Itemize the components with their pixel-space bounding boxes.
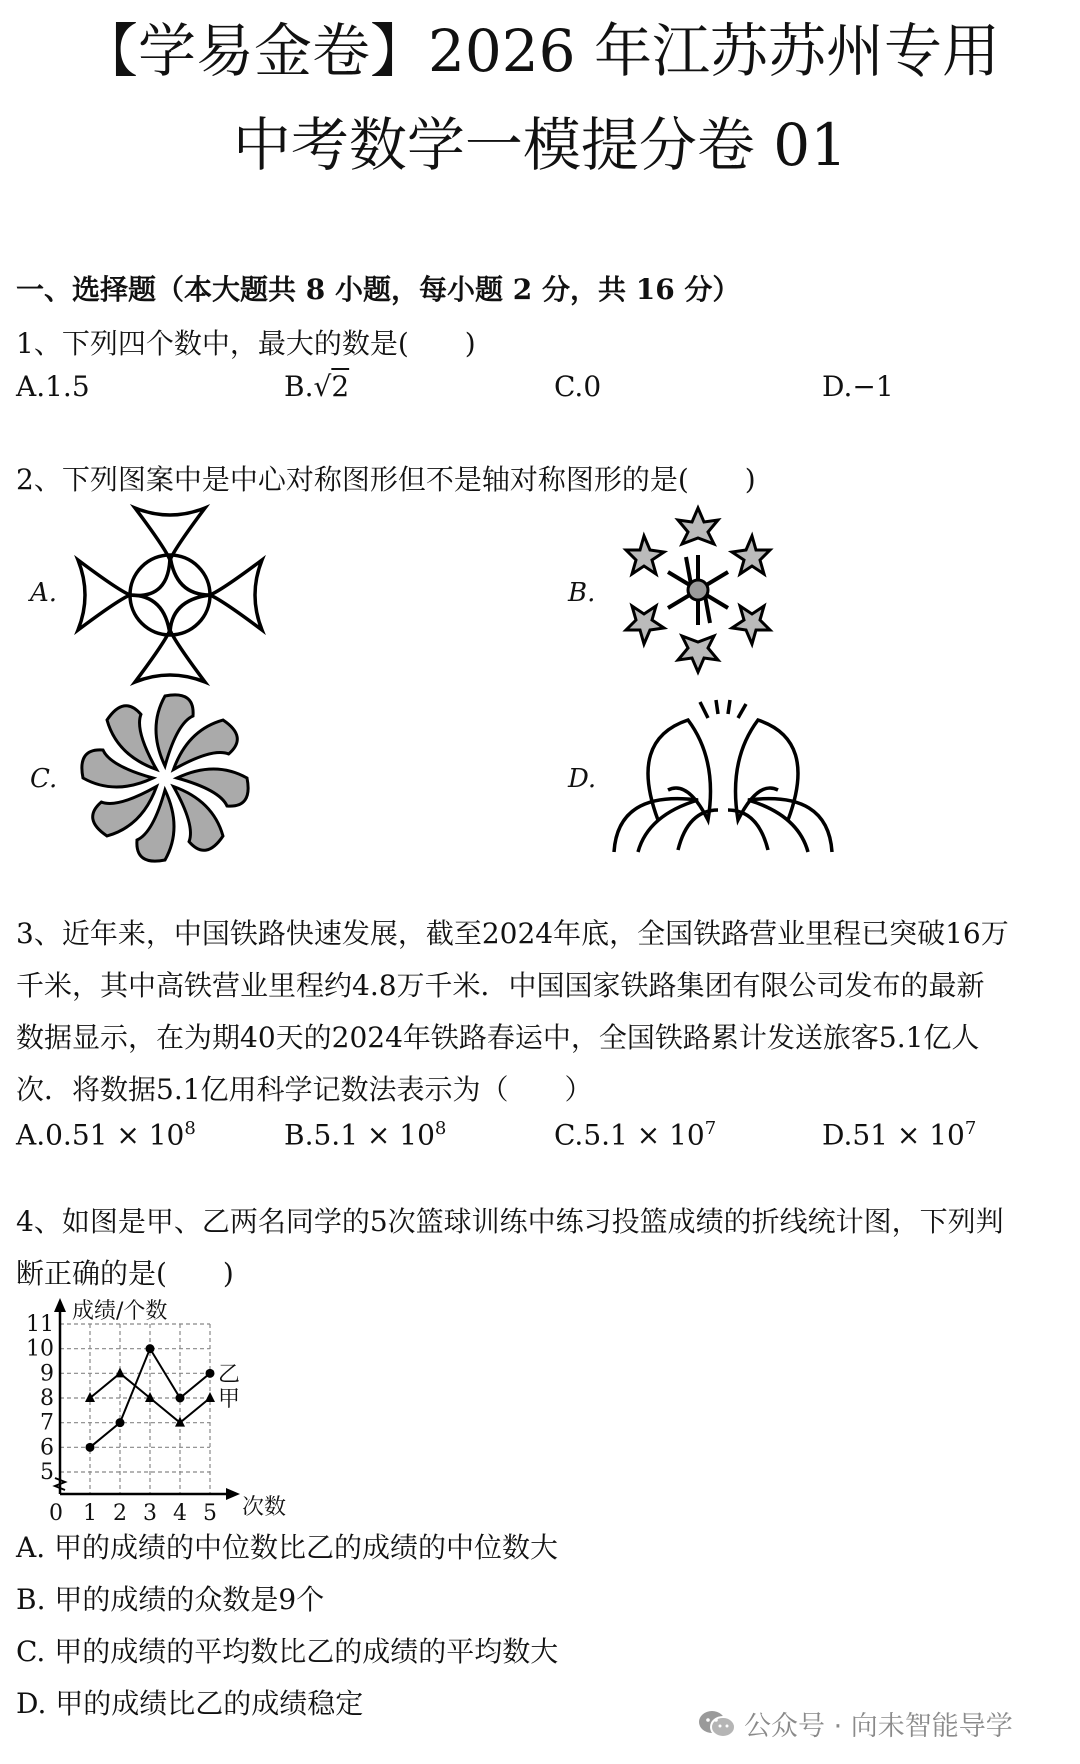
q3-option-a xyxy=(16,1118,196,1151)
sqrt-icon: √ xyxy=(313,370,332,403)
chart-xlabel: 次数 xyxy=(242,1495,287,1520)
figure-b-star-flower xyxy=(608,500,788,680)
q1-option-b-prefix: B. xyxy=(284,370,314,403)
q4-line-1: 4、如图是甲、乙两名同学的5次篮球训练中练习投篮成绩的折线统计图，下列判 xyxy=(16,1205,1004,1238)
q3-option-a-exp: 8 xyxy=(184,1118,196,1139)
chart-y-tick-label: 7 xyxy=(40,1410,54,1436)
q4-line-2: 断正确的是( ) xyxy=(16,1257,234,1290)
q3-option-d-base: D.51 × 10 xyxy=(822,1118,965,1152)
chart-x-arrow xyxy=(226,1488,240,1500)
chart-y-arrow xyxy=(54,1298,66,1312)
q3-option-d xyxy=(822,1118,976,1151)
q2-label-c: C. xyxy=(30,764,58,794)
chart-axis-break xyxy=(55,1478,65,1490)
chart-y-tick-label: 6 xyxy=(40,1435,54,1461)
chart-point xyxy=(175,1417,185,1427)
chart-x-tick-label: 5 xyxy=(203,1501,217,1526)
chart-point xyxy=(146,1344,155,1353)
q1-stem: 1、下列四个数中，最大的数是( ) xyxy=(16,327,476,360)
q4-option-a: A. 甲的成绩的中位数比乙的成绩的中位数大 xyxy=(16,1531,559,1564)
chart-point xyxy=(86,1443,95,1452)
chart-y-tick-label: 5 xyxy=(40,1460,54,1485)
q3-option-b-base: B.5.1 × 10 xyxy=(284,1118,435,1152)
chart-point xyxy=(115,1367,125,1377)
q4-option-d: D. 甲的成绩比乙的成绩稳定 xyxy=(16,1687,364,1720)
chart-y-tick-label: 9 xyxy=(40,1361,54,1387)
q1-option-c: C.0 xyxy=(554,370,602,403)
chart-point xyxy=(205,1392,215,1402)
q3-line-3: 数据显示，在为期40天的2024年铁路春运中，全国铁路累计发送旅客5.1亿人 xyxy=(16,1021,980,1054)
chart-point xyxy=(176,1394,185,1403)
q2-label-b: B. xyxy=(568,578,596,608)
q3-option-b-exp: 8 xyxy=(434,1118,447,1139)
chart-y-tick-label: 11 xyxy=(26,1312,54,1337)
chart-x-tick-label: 4 xyxy=(173,1501,187,1526)
chart-x-tick-label: 3 xyxy=(143,1501,157,1526)
chart-point xyxy=(206,1369,215,1378)
chart-x-tick-label: 0 xyxy=(49,1501,63,1526)
q2-stem: 2、下列图案中是中心对称图形但不是轴对称图形的是( ) xyxy=(16,463,756,496)
title-line-2: 中考数学一模提分卷 01 xyxy=(232,111,848,179)
q1-option-b-radicand: 2 xyxy=(331,370,350,403)
q3-option-c-base: C.5.1 × 10 xyxy=(554,1118,705,1152)
q1-option-b xyxy=(284,370,349,403)
chart-x-tick-label: 1 xyxy=(83,1501,97,1526)
watermark-text: 公众号 · 向未智能导学 xyxy=(744,1711,1013,1742)
q3-line-2: 千米，其中高铁营业里程约4.8万千米．中国国家铁路集团有限公司发布的最新 xyxy=(16,969,985,1002)
chart-point xyxy=(85,1392,95,1402)
q1-option-d: D.−1 xyxy=(822,370,894,403)
chart-point xyxy=(116,1418,125,1427)
q4-option-b: B. 甲的成绩的众数是9个 xyxy=(16,1583,325,1616)
title-line-1: 【学易金卷】2026 年江苏苏州专用 xyxy=(79,17,1001,85)
q4-option-c: C. 甲的成绩的平均数比乙的成绩的平均数大 xyxy=(16,1635,559,1668)
q3-option-b xyxy=(284,1118,446,1151)
chart-point xyxy=(145,1392,155,1402)
q2-label-d: D. xyxy=(568,764,597,794)
q1-option-a: A.1.5 xyxy=(16,370,90,403)
q3-option-a-base: A.0.51 × 10 xyxy=(16,1118,185,1152)
chart-series-label: 甲 xyxy=(218,1387,241,1412)
figure-d-fan xyxy=(608,700,838,860)
q3-option-d-exp: 7 xyxy=(964,1118,977,1139)
watermark xyxy=(698,1704,1013,1743)
score-line-chart xyxy=(26,1296,310,1526)
q3-option-c xyxy=(554,1118,716,1151)
chart-x-tick-label: 2 xyxy=(113,1501,127,1526)
chart-series-label: 乙 xyxy=(218,1362,241,1388)
q3-line-1: 3、近年来，中国铁路快速发展，截至2024年底，全国铁路营业里程已突破16万 xyxy=(16,917,1009,950)
q3-line-4: 次．将数据5.1亿用科学记数法表示为（ ） xyxy=(16,1073,593,1106)
q2-label-a: A. xyxy=(30,578,58,608)
wechat-icon xyxy=(698,1709,736,1739)
figure-c-pinwheel xyxy=(70,688,260,868)
chart-ylabel: 成绩/个数 xyxy=(72,1299,168,1324)
chart-y-tick-label: 8 xyxy=(40,1386,54,1411)
figure-a-cross xyxy=(70,500,270,690)
q3-option-c-exp: 7 xyxy=(704,1118,717,1139)
chart-y-tick-label: 10 xyxy=(26,1336,54,1362)
section-heading: 一、选择题（本大题共 8 小题，每小题 2 分，共 16 分） xyxy=(16,273,741,306)
